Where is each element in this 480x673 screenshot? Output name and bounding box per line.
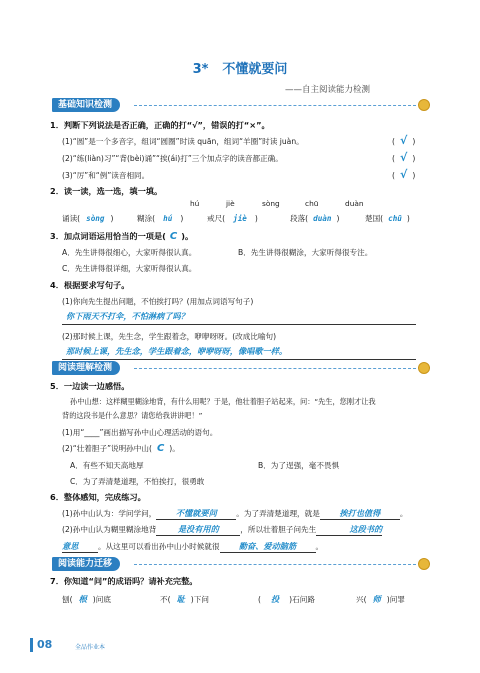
q2-pinyin-3: sòng bbox=[262, 199, 280, 208]
q1-answer-1: ( √ ) bbox=[392, 134, 416, 147]
q1-item-3: (3)“厉”和“例”读音相同。 bbox=[62, 171, 150, 180]
q6-answer-5: 意思 bbox=[62, 541, 98, 553]
q5-passage-line-1: 孙中山想：这样糊里糊涂地背，有什么用呢？于是，他壮着胆子站起来，问：“先生，您刚才让我 bbox=[70, 397, 376, 406]
q2-pinyin-5: duàn bbox=[345, 199, 364, 208]
q4-prompt: 4．根据要求写句子。 bbox=[50, 280, 130, 290]
q2-item-5: 楚国( chū ) bbox=[365, 214, 410, 223]
lesson-title-text: 不懂就要问 bbox=[222, 62, 288, 77]
q4-answer-line-2 bbox=[62, 345, 416, 360]
q7-item-2: 不( 耻 )下问 bbox=[160, 594, 209, 604]
q7-item-4: 兴( 师 )问罪 bbox=[356, 594, 405, 604]
section-divider bbox=[134, 105, 416, 106]
q2-item-4: 段落( duàn ) bbox=[290, 214, 340, 223]
q6-prompt: 6．整体感知，完成练习。 bbox=[50, 492, 146, 502]
section-divider bbox=[134, 564, 416, 565]
page-number: 08 bbox=[37, 638, 53, 651]
q3-option-b: B．先生讲得很糊涂，大家听得很专注。 bbox=[238, 248, 373, 257]
q1-prompt: 1．判断下列说法是否正确，正确的打“√”，错误的打“×”。 bbox=[50, 120, 270, 130]
section-transfer-bar bbox=[52, 557, 430, 571]
q5-passage-line-2: 背的这段书是什么意思？请您给我讲讲吧！” bbox=[62, 411, 203, 420]
q2-item-2: 糊涂( hú ) bbox=[137, 214, 184, 223]
q4-sentence-2: (2)那时候上课，先生念，学生跟着念，咿咿呀呀。(改成比喻句) bbox=[62, 332, 277, 341]
q1-answer-3: ( √ ) bbox=[392, 168, 416, 181]
q6-answer-4: 这段书的 bbox=[316, 524, 382, 536]
q6-answer-6: 勤奋、爱动脑筋 bbox=[220, 541, 316, 553]
q2-item-3: 戒尺( jiè ) bbox=[207, 214, 258, 223]
q1-item-2: (2)“练(liàn)习”“背(bèi)诵”“挨(ái)打”三个加点字的读音都正确。 bbox=[62, 154, 283, 163]
q4-answer-1: 你下雨天不打伞，不怕淋病了吗？ bbox=[66, 311, 189, 321]
lesson-subtitle: ——自主阅读能力检测 bbox=[285, 85, 371, 95]
q5-option-a: A．有些不知天高地厚 bbox=[70, 461, 144, 470]
q5-prompt: 5．一边读一边感悟。 bbox=[50, 381, 130, 391]
q6-answer-1: 不懂就要问 bbox=[156, 508, 236, 520]
q2-prompt: 2．读一读，选一选，填一填。 bbox=[50, 186, 163, 196]
q1-answer-2: ( √ ) bbox=[392, 151, 416, 164]
q2-pinyin-1: hú bbox=[190, 199, 200, 208]
q5-option-b: B．为了逞强，毫不畏惧 bbox=[258, 461, 340, 470]
q6-line-2: (2)孙中山认为糊里糊涂地背 是没有用的 ，所以壮着胆子问先生 这段书的 bbox=[62, 524, 383, 534]
q6-answer-2: 挨打也值得 bbox=[320, 508, 400, 520]
q1-item-1: (1)“圆”是一个多音字，组词“圆圈”时读 quān，组词“羊圈”时读 juàn。 bbox=[62, 137, 304, 146]
q6-line-1: (1)孙中山认为：学问学问， 不懂就要问 。为了弄清楚道理，就是 挨打也值得 。 bbox=[62, 508, 408, 518]
q4-answer-2: 那时候上课，先生念，学生跟着念，咿咿呀呀，像唱歌一样。 bbox=[66, 346, 288, 356]
q2-pinyin-4: chū bbox=[305, 199, 319, 208]
q6-answer-3: 是没有用的 bbox=[156, 524, 240, 536]
q3-prompt: 3．加点词语运用恰当的一项是( C )。 bbox=[50, 231, 194, 242]
section-transfer-label: 阅读能力迁移 bbox=[52, 557, 120, 571]
q2-item-1: 诵读( sòng ) bbox=[62, 214, 114, 223]
section-reading-label: 阅读理解检测 bbox=[52, 361, 120, 375]
q2-pinyin-2: jiè bbox=[226, 199, 235, 208]
section-end-dot-icon bbox=[418, 558, 430, 570]
footer-accent-bar bbox=[30, 638, 33, 652]
book-name: 全品作业本 bbox=[75, 644, 106, 651]
lesson-title bbox=[0, 58, 480, 77]
q3-option-a: A．先生讲得很细心，大家听得很认真。 bbox=[62, 248, 197, 257]
q4-sentence-1: (1)你向先生提出问题，不怕挨打吗？(用加点词语写句子) bbox=[62, 297, 254, 306]
q7-item-3: ( 投 )石问路 bbox=[258, 594, 315, 604]
section-reading-bar bbox=[52, 361, 430, 375]
section-end-dot-icon bbox=[418, 99, 430, 111]
section-basic-bar bbox=[52, 98, 430, 112]
q3-option-c: C．先生讲得很详细，大家听得很认真。 bbox=[62, 264, 197, 273]
q5-sub-2: (2)“壮着胆子”说明孙中山( C )。 bbox=[62, 443, 180, 454]
section-basic-label: 基础知识检测 bbox=[52, 98, 120, 112]
q6-line-3: 意思 。从这里可以看出孙中山小时候就很 勤奋、爱动脑筋 。 bbox=[62, 541, 324, 551]
q7-prompt: 7．你知道“问”的成语吗？请补充完整。 bbox=[50, 576, 198, 586]
section-divider bbox=[134, 368, 416, 369]
section-end-dot-icon bbox=[418, 362, 430, 374]
q5-option-c: C．为了弄清楚道理，不怕挨打，很勇敢 bbox=[70, 477, 205, 486]
q5-sub-1: (1)用“____”画出描写孙中山心理活动的语句。 bbox=[62, 428, 218, 437]
q7-item-1: 刨( 根 )问底 bbox=[62, 594, 111, 604]
q4-answer-line-1 bbox=[62, 310, 416, 325]
lesson-number: 3* bbox=[192, 62, 209, 77]
